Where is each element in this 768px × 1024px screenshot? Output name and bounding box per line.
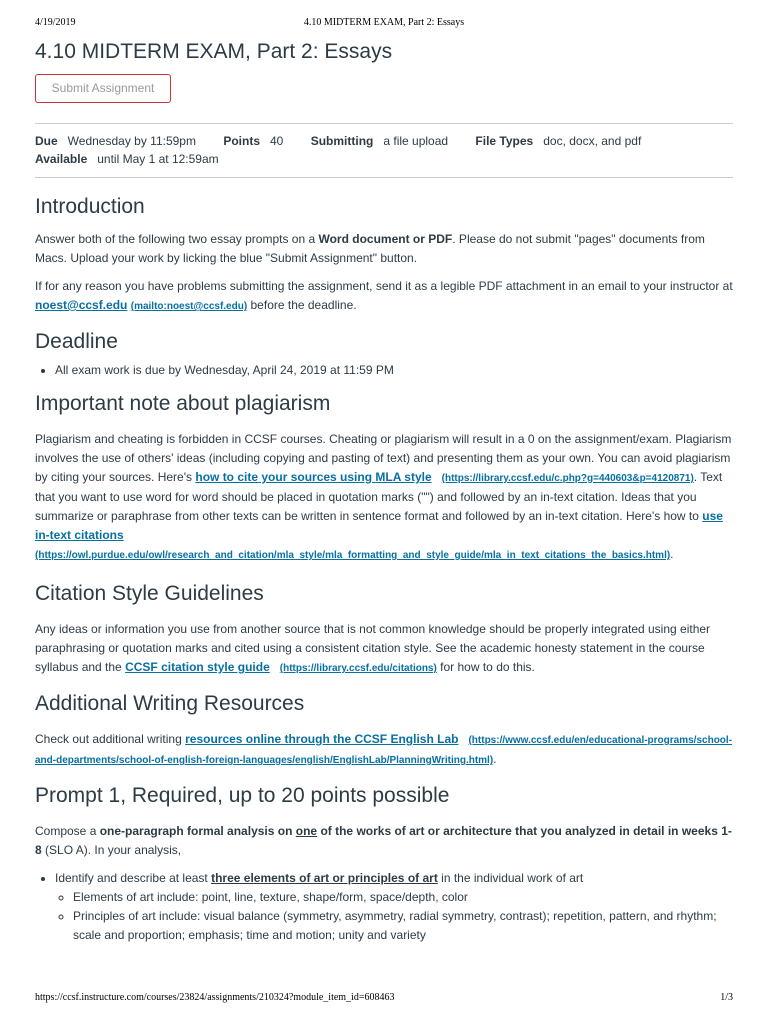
text: .	[670, 547, 674, 561]
plagiarism-paragraph	[35, 430, 733, 565]
text: before the deadline.	[247, 298, 357, 312]
page-title: 4.10 MIDTERM EXAM, Part 2: Essays	[35, 40, 393, 63]
print-header	[0, 17, 768, 31]
emphasis-text: one	[295, 824, 318, 838]
link-text: MLA style	[375, 470, 432, 484]
cite-sources-link[interactable]	[195, 470, 431, 484]
text: Any ideas or information you use from another source that is not common knowledge should be properly integrated using either paraphrasing or quotation marks and cited using a consistent citation style. See the academic honesty statement in the course syllabus and the	[35, 622, 711, 674]
link-text: how to cite your sources using	[195, 470, 376, 484]
page-number: 1/3	[720, 992, 733, 1003]
points-value: 40	[270, 134, 284, 148]
email-link[interactable]: noest@ccsf.edu	[35, 298, 128, 312]
citation-paragraph	[35, 620, 733, 678]
heading-deadline: Deadline	[35, 330, 118, 353]
list-item	[55, 869, 733, 945]
text: Compose a	[35, 824, 100, 838]
due-value: Wednesday by 11:59pm	[67, 134, 196, 148]
sub-list-item: ◦ Elements of art include: point, line, texture, shape/form, space/depth, color	[73, 888, 733, 907]
citation-guide-link[interactable]: CCSF citation style guide	[125, 660, 270, 674]
citation-guide-url[interactable]: (https://library.ccsf.edu/citations)	[279, 663, 437, 674]
print-url: https://ccsf.instructure.com/courses/23824/assignments/210324?module_item_id=608463	[35, 992, 395, 1003]
file-types-label: File Types	[475, 134, 534, 148]
list-item: • All exam work is due by Wednesday, April 24, 2019 at 11:59 PM	[55, 361, 733, 380]
text: Identify and describe at least	[55, 871, 212, 885]
submitting-label: Submitting	[310, 134, 374, 148]
prompt-1-list	[35, 869, 733, 945]
emphasis-text: Word document or PDF	[318, 232, 453, 246]
available-label: Available	[35, 152, 88, 166]
resources-paragraph	[35, 730, 733, 770]
submitting-value: a file upload	[383, 134, 449, 148]
submit-assignment-button[interactable]: Submit Assignment	[35, 74, 171, 103]
divider	[35, 123, 733, 124]
text: in the individual work of art	[437, 871, 584, 885]
heading-introduction: Introduction	[35, 195, 145, 218]
text: Answer both of the following two essay prompts on a	[35, 232, 319, 246]
text: (SLO A). In your analysis,	[41, 843, 182, 857]
heading-writing-resources: Additional Writing Resources	[35, 692, 305, 715]
details-row-1	[35, 132, 733, 150]
text: for how to do this.	[436, 660, 535, 674]
cite-sources-url[interactable]: (https://library.ccsf.edu/c.php?g=440603&p=4120871)	[441, 473, 694, 484]
file-types-value: doc, docx, and pdf	[543, 134, 642, 148]
heading-citation-style: Citation Style Guidelines	[35, 582, 264, 605]
emphasis-text: one-paragraph formal analysis on	[99, 824, 296, 838]
emphasis-text: three elements of art or principles of art	[211, 871, 438, 885]
emphasis-text: of the works of art or architecture that you analyzed in detail in weeks 1-8	[35, 824, 732, 857]
intro-paragraph-1	[35, 230, 733, 268]
text: .	[493, 752, 497, 766]
deadline-list	[35, 361, 733, 380]
text: . Text that you want to use word for word should be placed in quotation marks ("") and followed by an in-text citation. Ideas that you summarize or paraphrase from other texts can be written in sentence format and followed by an in-text citation. Here's how to	[35, 470, 723, 523]
print-date: 4/19/2019	[35, 17, 76, 28]
intro-paragraph-2	[35, 277, 733, 316]
due-label: Due	[35, 134, 58, 148]
divider	[35, 177, 733, 178]
assignment-details	[35, 132, 733, 168]
heading-plagiarism: Important note about plagiarism	[35, 392, 331, 415]
in-text-citations-link[interactable]: use in-text citations	[35, 509, 723, 542]
heading-prompt-1: Prompt 1, Required, up to 20 points possible	[35, 784, 450, 807]
available-value: until May 1 at 12:59am	[97, 152, 219, 166]
english-lab-link[interactable]: resources online through the CCSF English Lab	[185, 732, 459, 746]
assignment-content	[35, 38, 733, 945]
prompt-1-sublist	[55, 888, 733, 945]
details-row-2	[35, 150, 733, 168]
print-title: 4.10 MIDTERM EXAM, Part 2: Essays	[303, 17, 465, 28]
print-footer	[0, 992, 768, 1006]
points-label: Points	[223, 134, 260, 148]
sub-list-item: ◦ Principles of art include: visual balance (symmetry, asymmetry, radial symmetry, contrast); repetition, pattern, and rhythm; scale and proportion; emphasis; time and motion; unity and variety	[73, 907, 733, 945]
email-url[interactable]: (mailto:noest@ccsf.edu)	[130, 301, 248, 312]
text: . Please do not submit "pages" documents from Macs. Upload your work by licking the blue "Submit Assignment" button.	[35, 232, 705, 265]
text: Plagiarism and cheating is forbidden in CCSF courses. Cheating or plagiarism will result in a 0 on the assignment/exam. Plagiarism involves the use of others' ideas (including copying and pasting of text) and presenting them as your own. You can avoid plagiarism by citing your sources. Here's	[35, 432, 732, 484]
prompt-1-paragraph	[35, 822, 733, 860]
in-text-citations-url[interactable]: (https://owl.purdue.edu/owl/research_and_citation/mla_style/mla_formatting_and_style_guide/mla_in_text_citations_the_basics.html)	[35, 550, 671, 561]
text: Check out additional writing	[35, 732, 186, 746]
text: If for any reason you have problems submitting the assignment, send it as a legible PDF attachment in an email to your instructor at	[35, 279, 733, 293]
english-lab-url[interactable]: (https://www.ccsf.edu/en/educational-programs/school-and-departments/school-of-english-foreign-languages/english/EnglishLab/PlanningWriting.html)	[35, 735, 733, 766]
